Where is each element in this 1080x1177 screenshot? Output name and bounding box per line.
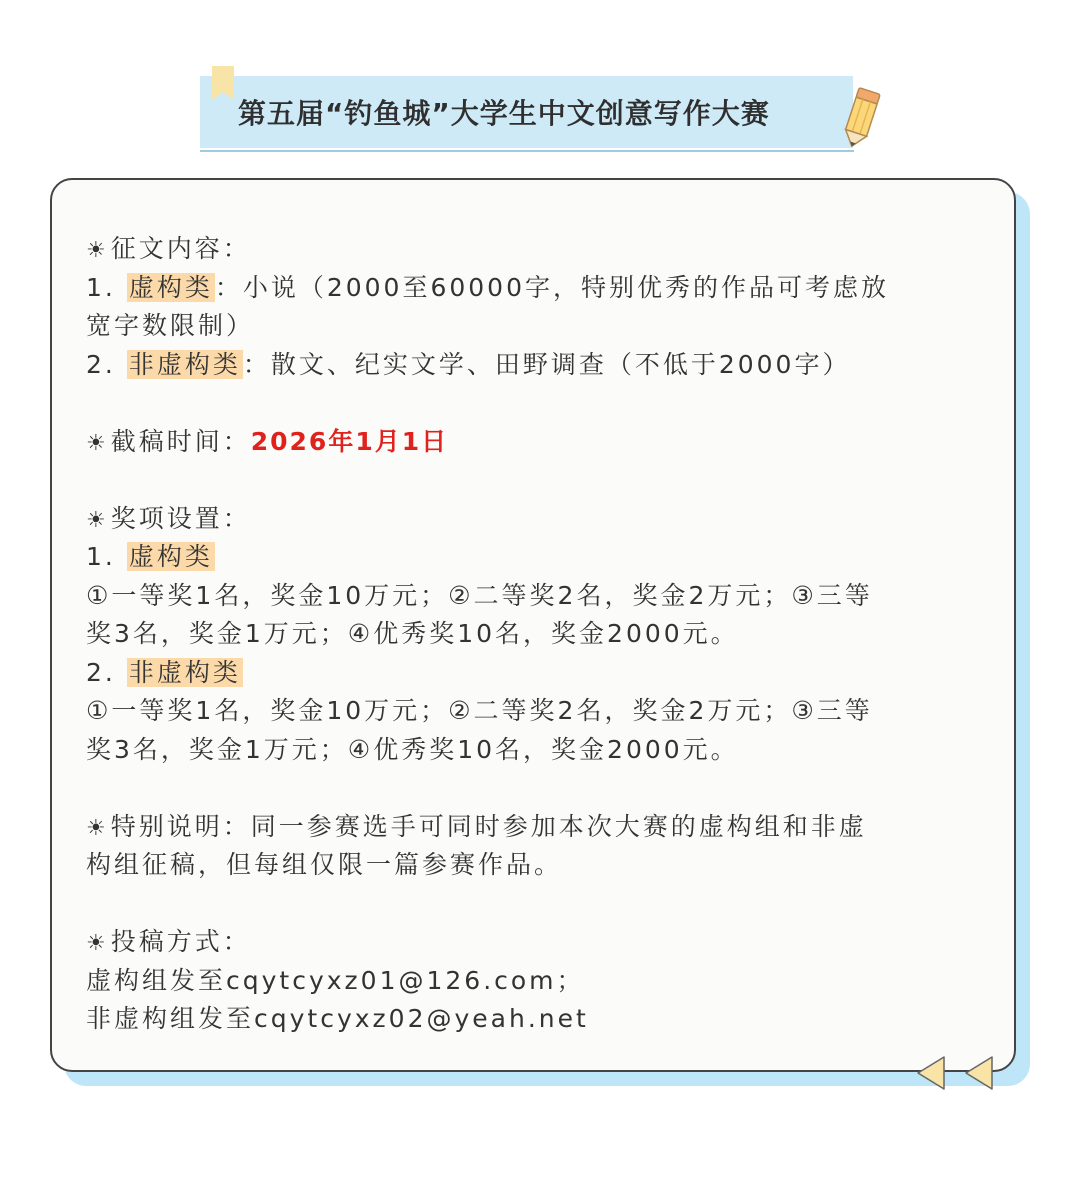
item-text: ：散文、纪实文学、田野调查（不低于2000字） xyxy=(242,349,851,379)
awards-group-fiction xyxy=(86,538,986,577)
deadline-date: 2026年1月1日 xyxy=(250,426,449,456)
item-text: ：小说（2000至60000字，特别优秀的作品可考虑放 xyxy=(214,272,889,302)
item-number: 2. xyxy=(86,349,127,379)
note-text: 构组征稿，但每组仅限一篇参赛作品。 xyxy=(86,850,563,879)
sun-icon: ☀ xyxy=(86,507,109,533)
page-title: 第五届“钓鱼城”大学生中文创意写作大赛 xyxy=(238,97,770,130)
submit-nonfiction-email xyxy=(86,1000,986,1039)
note-text: 特别说明：同一参赛选手可同时参加本次大赛的虚构组和非虚 xyxy=(110,811,867,841)
awards-line xyxy=(86,577,986,616)
section-heading-submit xyxy=(86,923,986,962)
email-text: 虚构组发至cqytcyxz01@126.com； xyxy=(86,965,585,995)
sun-icon: ☀ xyxy=(86,430,109,456)
awards-text: ①一等奖1名，奖金10万元；②二等奖2名，奖金2万元；③三等 xyxy=(86,580,873,610)
category-tag: 非虚构类 xyxy=(128,349,241,379)
section-heading-awards xyxy=(86,500,986,539)
awards-text: 奖3名，奖金1万元；④优秀奖10名，奖金2000元。 xyxy=(86,734,739,764)
pencil-icon xyxy=(834,84,890,152)
heading-text: 征文内容： xyxy=(110,234,251,263)
awards-text: 奖3名，奖金1万元；④优秀奖10名，奖金2000元。 xyxy=(86,619,739,648)
section-heading-content xyxy=(86,230,986,269)
sun-icon: ☀ xyxy=(86,815,109,841)
sun-icon: ☀ xyxy=(86,238,109,263)
item-text: 宽字数限制） xyxy=(86,311,255,340)
awards-text: ①一等奖1名，奖金10万元；②二等奖2名，奖金2万元；③三等 xyxy=(86,696,873,725)
section-deadline xyxy=(86,423,986,462)
submit-fiction-email xyxy=(86,962,986,1001)
email-text: 非虚构组发至cqytcyxz02@yeah.net xyxy=(86,1004,589,1033)
heading-text: 投稿方式： xyxy=(110,927,251,956)
item-number: 1. xyxy=(86,542,127,571)
awards-group-nonfiction xyxy=(86,654,986,693)
heading-text: 奖项设置： xyxy=(110,503,251,533)
awards-line xyxy=(86,615,986,654)
title-banner xyxy=(198,62,888,162)
category-tag: 非虚构类 xyxy=(128,657,241,687)
title-underline xyxy=(200,150,854,152)
card-content xyxy=(86,230,986,1039)
content-item-fiction xyxy=(86,269,986,308)
heading-text: 截稿时间： xyxy=(110,426,251,456)
awards-line xyxy=(86,692,986,731)
category-tag: 虚构类 xyxy=(128,542,213,571)
bookmark-icon xyxy=(210,66,236,102)
awards-line xyxy=(86,731,986,770)
sun-icon: ☀ xyxy=(86,931,109,956)
item-number: 2. xyxy=(86,657,127,687)
content-item-fiction-cont xyxy=(86,307,986,346)
arrow-left-icon xyxy=(914,1053,996,1093)
note-line xyxy=(86,846,986,885)
category-tag: 虚构类 xyxy=(128,272,213,302)
content-item-nonfiction xyxy=(86,346,986,385)
section-note xyxy=(86,808,986,847)
item-number: 1. xyxy=(86,272,127,302)
